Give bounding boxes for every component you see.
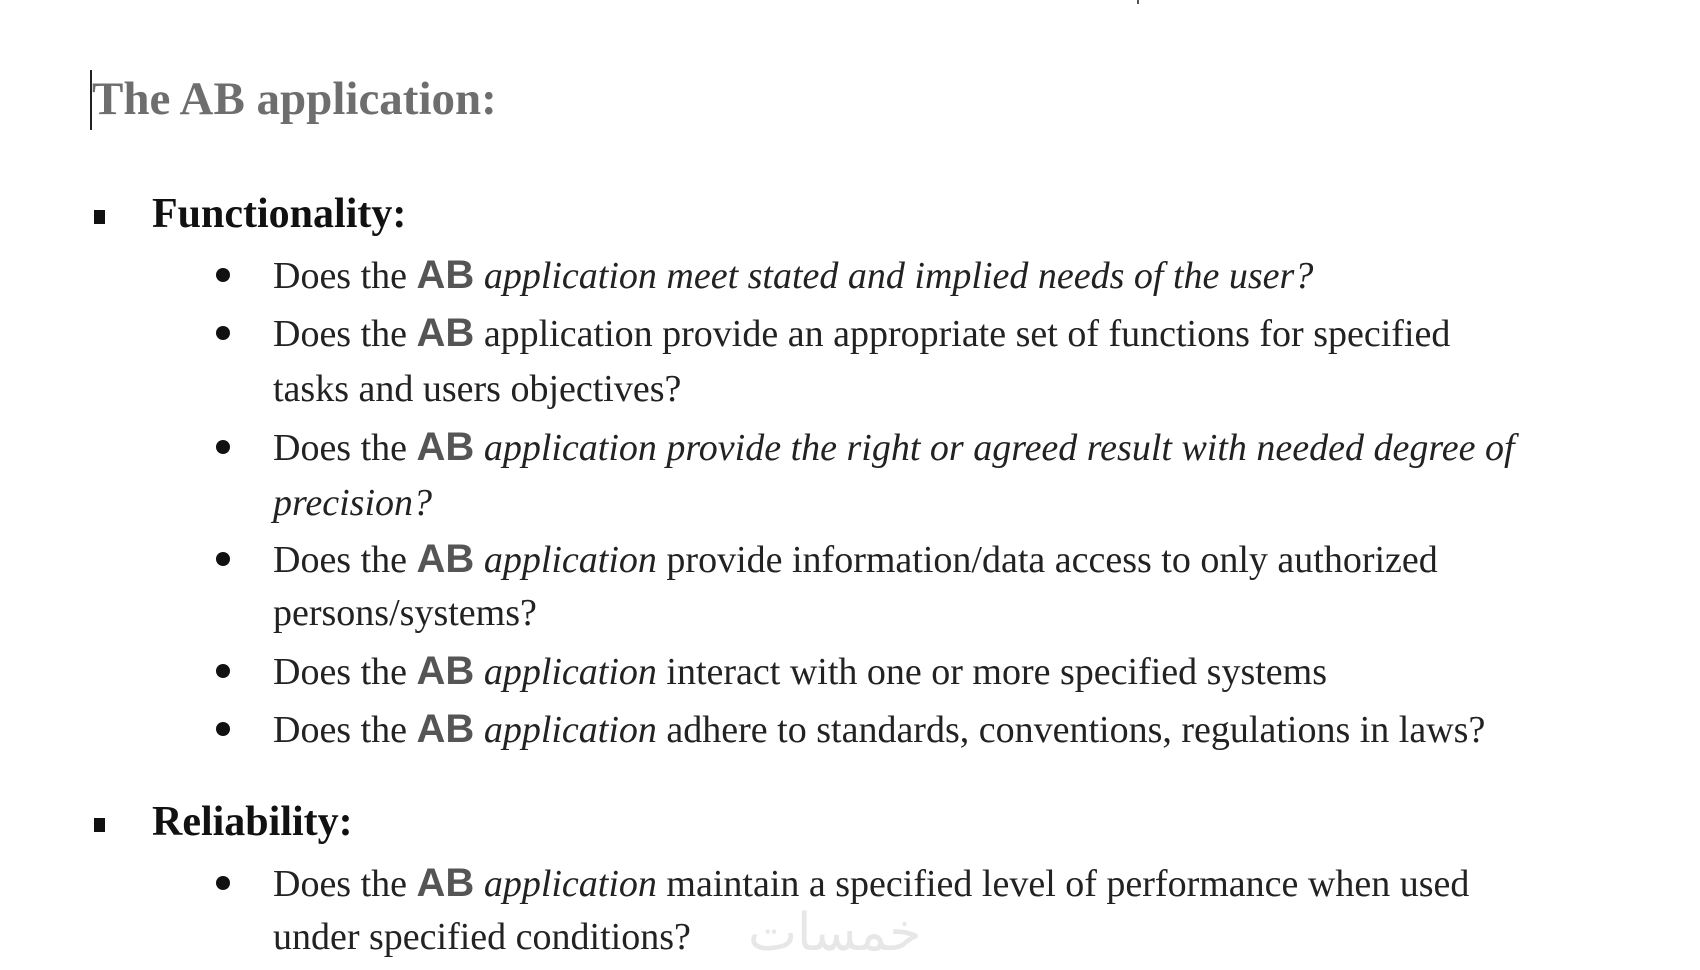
item-lead: Does the bbox=[273, 863, 417, 905]
item-text: interact with one or more specified systems bbox=[656, 651, 1328, 693]
square-bullet-icon bbox=[94, 210, 105, 224]
round-bullet-icon bbox=[216, 552, 230, 566]
item-brand: AB bbox=[416, 861, 475, 905]
round-bullet-icon bbox=[216, 664, 230, 678]
item-italic-text: application provide the right or agreed result with needed degree of bbox=[474, 427, 1515, 469]
item-lead: Does the bbox=[273, 709, 417, 751]
item-italic-text: application meet stated and implied needs of the user? bbox=[474, 255, 1314, 297]
round-bullet-icon bbox=[216, 268, 230, 282]
item-lead: Does the bbox=[273, 539, 417, 581]
item-text: maintain a specified level of performance when used bbox=[656, 863, 1470, 905]
item-italic-text: application bbox=[474, 651, 657, 693]
round-bullet-icon bbox=[216, 722, 230, 736]
page-edge-mark bbox=[1137, 0, 1139, 4]
item-brand: AB bbox=[416, 425, 475, 469]
round-bullet-icon bbox=[216, 440, 230, 454]
list-item[interactable] bbox=[273, 702, 1485, 758]
item-italic-text: application bbox=[474, 863, 657, 905]
section-title-reliability[interactable]: Reliability: bbox=[152, 799, 353, 845]
watermark: خمسات bbox=[748, 903, 922, 963]
item-italic-text: application bbox=[474, 709, 657, 751]
list-item[interactable] bbox=[273, 532, 1438, 588]
item-lead: Does the bbox=[273, 427, 417, 469]
round-bullet-icon bbox=[216, 326, 230, 340]
list-item-continuation: persons/systems? bbox=[273, 592, 537, 634]
item-lead: Does the bbox=[273, 313, 417, 355]
item-lead: Does the bbox=[273, 255, 417, 297]
list-item[interactable] bbox=[273, 306, 1450, 362]
item-text: application provide an appropriate set of functions for specified bbox=[474, 313, 1451, 355]
round-bullet-icon bbox=[216, 876, 230, 890]
list-item[interactable] bbox=[273, 420, 1515, 476]
list-item[interactable] bbox=[273, 644, 1327, 700]
list-item[interactable] bbox=[273, 248, 1313, 304]
item-brand: AB bbox=[416, 649, 475, 693]
list-item-continuation: under specified conditions? bbox=[273, 916, 691, 958]
section-title-functionality[interactable]: Functionality: bbox=[152, 191, 407, 237]
item-brand: AB bbox=[416, 253, 475, 297]
item-text: adhere to standards, conventions, regulations in laws? bbox=[656, 709, 1486, 751]
item-brand: AB bbox=[416, 537, 475, 581]
item-lead: Does the bbox=[273, 651, 417, 693]
square-bullet-icon bbox=[94, 818, 105, 832]
list-item-continuation: tasks and users objectives? bbox=[273, 368, 682, 410]
item-brand: AB bbox=[416, 707, 475, 751]
item-text: provide information/data access to only authorized bbox=[656, 539, 1438, 581]
item-brand: AB bbox=[416, 311, 475, 355]
list-item-continuation: precision? bbox=[273, 482, 433, 524]
document-heading[interactable]: The AB application: bbox=[92, 73, 497, 125]
item-italic-text: application bbox=[474, 539, 657, 581]
